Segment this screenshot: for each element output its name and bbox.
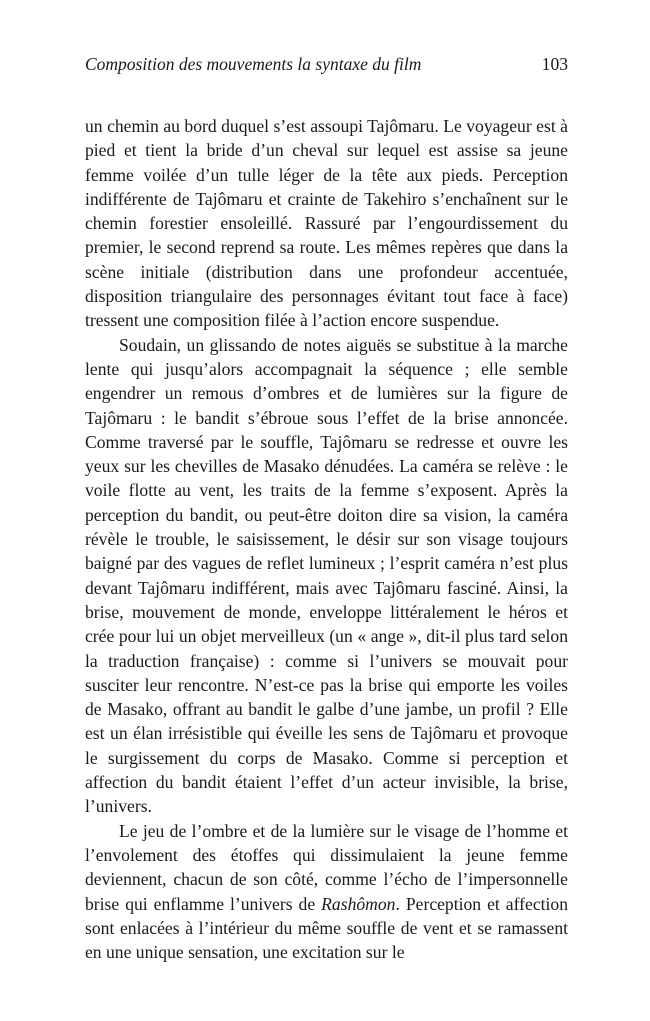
running-header <box>85 52 568 76</box>
running-title: Composition des mouvements la syntaxe du film <box>85 54 422 74</box>
paragraph: Soudain, un glissando de notes aiguës se substitue à la marche lente qui jusqu’alors accompagnait la séquence ; elle semble engendrer un remous d’ombres et de lumières sur la figure de Tajômaru : le bandit s’ébroue sous l’effet de la brise annoncée. Comme traversé par le souffle, Tajômaru se redresse et ouvre les yeux sur les chevilles de Masako dénudées. La caméra se relève : le voile flotte au vent, les traits de la femme s’exposent. Après la perception du bandit, ou peut-être doiton dire sa vision, la caméra révèle le trouble, le saisissement, le désir sur son visage toujours baigné par des vagues de reflet lumineux ; l’esprit caméra n’est plus devant Tajômaru indifférent, mais avec Tajômaru fasciné. Ainsi, la brise, mouvement de monde, enveloppe littéralement le héros et crée pour lui un objet merveilleux (un « ange », dit-il plus tard selon la traduction française) : comme si l’univers se mouvait pour susciter leur rencontre. N’est-ce pas la brise qui emporte les voiles de Masako, offrant au bandit le galbe d’une jambe, un profil ? Elle est un élan irrésistible qui éveille les sens de Tajômaru et provoque le surgissement du corps de Masako. Comme si perception et affection du bandit étaient l’effet d’un acteur invisible, la brise, l’univers. <box>85 334 568 817</box>
paragraph <box>85 819 568 965</box>
page-number: 103 <box>541 54 568 74</box>
book-page <box>85 52 568 964</box>
body-text <box>85 114 568 964</box>
paragraph: un chemin au bord duquel s’est assoupi Tajômaru. Le voyageur est à pied et tient la bride d’un cheval sur lequel est assise sa jeune femme voilée d’un tulle léger de la tête aux pieds. Perception indifférente de Tajômaru et crainte de Takehiro s’enchaînent sur le chemin forestier ensoleillé. Rassuré par l’engourdissement du premier, le second reprend sa route. Les mêmes repères que dans la scène initiale (distribution dans une profondeur accentuée, disposition triangulaire des personnages évitant tout face à face) tressent une composition filée à l’action encore suspendue. <box>85 116 568 331</box>
paragraph-text: Le jeu de l’ombre et de la lumière sur le visage de l’homme et l’envolement des étoffes qui dissimulaient la jeune femme deviennent, chacun de son côté, comme l’écho de l’impersonnelle brise qui enflamme l’univers de <box>85 820 568 914</box>
paragraph-text: . Perception et affection sont enlacées à l’intérieur du même souffle de vent et se ramassent en une unique sensation, une excitation sur le <box>85 893 568 963</box>
film-title-emphasis: Rashômon <box>321 893 396 914</box>
